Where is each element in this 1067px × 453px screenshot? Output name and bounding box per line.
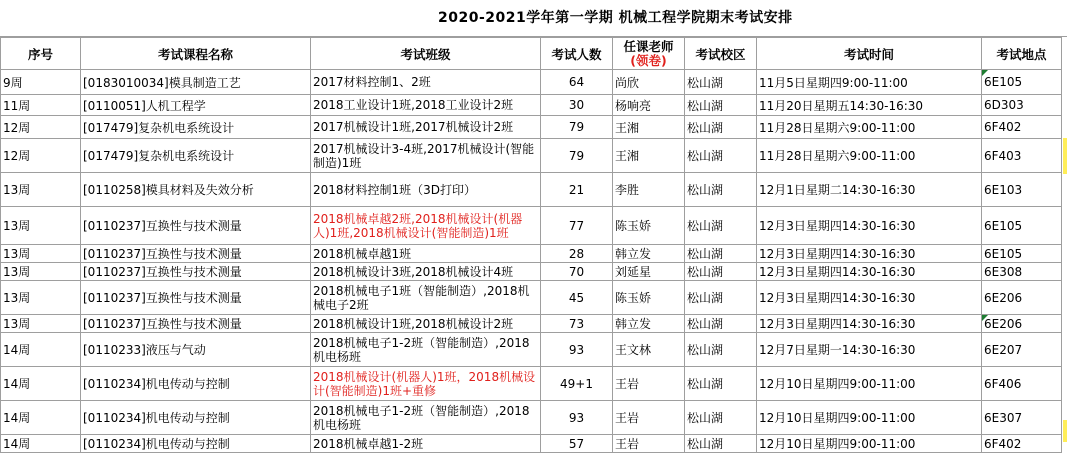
cell-campus[interactable]: 松山湖	[685, 116, 757, 139]
cell-time[interactable]: 11月5日星期四9:00-11:00	[757, 70, 982, 95]
cell-course[interactable]: [0110258]模具材料及失效分析	[81, 173, 311, 207]
cell-week[interactable]: 14周	[1, 333, 81, 367]
table-row	[1, 139, 1062, 173]
cell-course[interactable]: [017479]复杂机电系统设计	[81, 116, 311, 139]
cell-course[interactable]: [0110237]互换性与技术测量	[81, 315, 311, 333]
cell-classes[interactable]: 2018机械设计(机器人)1班，2018机械设计(智能制造)1班+重修	[311, 367, 541, 401]
cell-course[interactable]: [0110234]机电传动与控制	[81, 435, 311, 453]
cell-location[interactable]: 6E105	[982, 245, 1062, 263]
cell-classes[interactable]: 2018机械设计1班,2018机械设计2班	[311, 315, 541, 333]
cell-classes[interactable]: 2018机械电子1-2班（智能制造）,2018机电杨班	[311, 401, 541, 435]
cell-time[interactable]: 12月3日星期四14:30-16:30	[757, 281, 982, 315]
table-row	[1, 207, 1062, 245]
table-row	[1, 70, 1062, 95]
cell-time[interactable]: 12月10日星期四9:00-11:00	[757, 435, 982, 453]
cell-location[interactable]: 6E105	[982, 207, 1062, 245]
cell-time[interactable]: 11月20日星期五14:30-16:30	[757, 95, 982, 116]
yellow-cell-marker	[1063, 420, 1067, 442]
cell-classes[interactable]: 2018机械电子1-2班（智能制造）,2018机电杨班	[311, 333, 541, 367]
cell-location[interactable]: 6F406	[982, 367, 1062, 401]
cell-teacher[interactable]: 王岩	[613, 435, 685, 453]
cell-location[interactable]: 6E206	[982, 315, 1062, 333]
cell-campus[interactable]: 松山湖	[685, 281, 757, 315]
header-week[interactable]: 序号	[1, 38, 81, 70]
cell-count[interactable]: 93	[541, 401, 613, 435]
cell-campus[interactable]: 松山湖	[685, 401, 757, 435]
cell-location[interactable]: 6E207	[982, 333, 1062, 367]
header-classes[interactable]: 考试班级	[311, 38, 541, 70]
cell-count[interactable]: 73	[541, 315, 613, 333]
cell-teacher[interactable]: 陈玉娇	[613, 281, 685, 315]
cell-classes[interactable]: 2018机械卓越2班,2018机械设计(机器人)1班,2018机械设计(智能制造)1班	[311, 207, 541, 245]
cell-count[interactable]: 93	[541, 333, 613, 367]
cell-time[interactable]: 12月3日星期四14:30-16:30	[757, 207, 982, 245]
cell-time[interactable]: 12月10日星期四9:00-11:00	[757, 367, 982, 401]
cell-classes[interactable]: 2018工业设计1班,2018工业设计2班	[311, 95, 541, 116]
yellow-cell-marker	[1063, 138, 1067, 174]
cell-course[interactable]: [0183010034]模具制造工艺	[81, 70, 311, 95]
cell-course[interactable]: [0110237]互换性与技术测量	[81, 245, 311, 263]
cell-classes[interactable]: 2018机械卓越1-2班	[311, 435, 541, 453]
table-row	[1, 281, 1062, 315]
exam-schedule-table	[0, 37, 1062, 453]
cell-classes[interactable]: 2018机械电子1班（智能制造）,2018机械电子2班	[311, 281, 541, 315]
cell-week[interactable]: 9周	[1, 70, 81, 95]
header-teacher-line1: 任课老师	[623, 38, 674, 54]
cell-teacher[interactable]: 尚欣	[613, 70, 685, 95]
cell-week[interactable]: 13周	[1, 173, 81, 207]
cell-campus[interactable]: 松山湖	[685, 367, 757, 401]
cell-campus[interactable]: 松山湖	[685, 139, 757, 173]
cell-location[interactable]: 6F403	[982, 139, 1062, 173]
cell-week[interactable]: 13周	[1, 245, 81, 263]
cell-campus[interactable]: 松山湖	[685, 95, 757, 116]
cell-count[interactable]: 79	[541, 116, 613, 139]
cell-location[interactable]: 6E105	[982, 70, 1062, 95]
table-row	[1, 173, 1062, 207]
cell-time[interactable]: 11月28日星期六9:00-11:00	[757, 116, 982, 139]
header-course[interactable]: 考试课程名称	[81, 38, 311, 70]
cell-campus[interactable]: 松山湖	[685, 245, 757, 263]
cell-week[interactable]: 12周	[1, 116, 81, 139]
table-row	[1, 315, 1062, 333]
header-teacher[interactable]	[613, 38, 685, 70]
cell-classes[interactable]: 2018机械设计3班,2018机械设计4班	[311, 263, 541, 281]
cell-course[interactable]: [0110234]机电传动与控制	[81, 401, 311, 435]
cell-location[interactable]: 6F402	[982, 435, 1062, 453]
cell-week[interactable]: 11周	[1, 95, 81, 116]
cell-count[interactable]: 79	[541, 139, 613, 173]
header-location[interactable]: 考试地点	[982, 38, 1062, 70]
cell-classes[interactable]: 2017材料控制1、2班	[311, 70, 541, 95]
cell-teacher[interactable]: 陈玉娇	[613, 207, 685, 245]
cell-time[interactable]: 11月28日星期六9:00-11:00	[757, 139, 982, 173]
header-campus[interactable]: 考试校区	[685, 38, 757, 70]
cell-course[interactable]: [0110237]互换性与技术测量	[81, 281, 311, 315]
cell-course[interactable]: [017479]复杂机电系统设计	[81, 139, 311, 173]
cell-course[interactable]: [0110237]互换性与技术测量	[81, 207, 311, 245]
cell-teacher[interactable]: 王湘	[613, 139, 685, 173]
cell-teacher[interactable]: 刘延星	[613, 263, 685, 281]
cell-location[interactable]: 6E103	[982, 173, 1062, 207]
cell-teacher[interactable]: 王湘	[613, 116, 685, 139]
table-row	[1, 116, 1062, 139]
cell-course[interactable]: [0110233]液压与气动	[81, 333, 311, 367]
cell-teacher[interactable]: 李胜	[613, 173, 685, 207]
cell-classes[interactable]: 2018机械卓越1班	[311, 245, 541, 263]
cell-course[interactable]: [0110234]机电传动与控制	[81, 367, 311, 401]
cell-time[interactable]: 12月7日星期一14:30-16:30	[757, 333, 982, 367]
cell-teacher[interactable]: 韩立发	[613, 245, 685, 263]
cell-count[interactable]: 45	[541, 281, 613, 315]
cell-teacher[interactable]: 杨响亮	[613, 95, 685, 116]
cell-count[interactable]: 70	[541, 263, 613, 281]
cell-course[interactable]: [0110237]互换性与技术测量	[81, 263, 311, 281]
cell-time[interactable]: 12月3日星期四14:30-16:30	[757, 315, 982, 333]
cell-week[interactable]: 13周	[1, 315, 81, 333]
header-time[interactable]: 考试时间	[757, 38, 982, 70]
cell-classes[interactable]: 2018材料控制1班（3D打印）	[311, 173, 541, 207]
cell-campus[interactable]: 松山湖	[685, 263, 757, 281]
table-body	[1, 70, 1062, 453]
cell-week[interactable]: 14周	[1, 367, 81, 401]
cell-week[interactable]: 14周	[1, 401, 81, 435]
sheet-title-text: 2020-2021学年第一学期 机械工程学院期末考试安排	[438, 10, 793, 26]
cell-teacher[interactable]: 王文林	[613, 333, 685, 367]
cell-week[interactable]: 14周	[1, 435, 81, 453]
cell-time[interactable]: 12月1日星期二14:30-16:30	[757, 173, 982, 207]
cell-count[interactable]: 28	[541, 245, 613, 263]
cell-count[interactable]: 21	[541, 173, 613, 207]
table-row	[1, 95, 1062, 116]
cell-time[interactable]: 12月10日星期四9:00-11:00	[757, 401, 982, 435]
cell-campus[interactable]: 松山湖	[685, 207, 757, 245]
header-row	[1, 38, 1062, 70]
cell-week[interactable]: 12周	[1, 139, 81, 173]
cell-teacher[interactable]: 王岩	[613, 401, 685, 435]
cell-count[interactable]: 30	[541, 95, 613, 116]
cell-time[interactable]: 12月3日星期四14:30-16:30	[757, 263, 982, 281]
table-row	[1, 435, 1062, 453]
table-row	[1, 245, 1062, 263]
cell-course[interactable]: [0110051]人机工程学	[81, 95, 311, 116]
cell-classes[interactable]: 2017机械设计1班,2017机械设计2班	[311, 116, 541, 139]
cell-time[interactable]: 12月3日星期四14:30-16:30	[757, 245, 982, 263]
table-row	[1, 401, 1062, 435]
cell-week[interactable]: 13周	[1, 281, 81, 315]
cell-location[interactable]: 6D303	[982, 95, 1062, 116]
cell-location[interactable]: 6E308	[982, 263, 1062, 281]
sheet-title	[0, 0, 1067, 37]
cell-location[interactable]: 6E206	[982, 281, 1062, 315]
cell-count[interactable]: 64	[541, 70, 613, 95]
cell-location[interactable]: 6E307	[982, 401, 1062, 435]
cell-teacher[interactable]: 王岩	[613, 367, 685, 401]
table-row	[1, 263, 1062, 281]
cell-teacher[interactable]: 韩立发	[613, 315, 685, 333]
cell-campus[interactable]: 松山湖	[685, 173, 757, 207]
cell-week[interactable]: 13周	[1, 263, 81, 281]
cell-campus[interactable]: 松山湖	[685, 315, 757, 333]
header-count[interactable]: 考试人数	[541, 38, 613, 70]
cell-campus[interactable]: 松山湖	[685, 435, 757, 453]
cell-campus[interactable]: 松山湖	[685, 70, 757, 95]
cell-count[interactable]: 57	[541, 435, 613, 453]
table-row	[1, 367, 1062, 401]
header-teacher-line2: (领卷)	[630, 52, 667, 68]
cell-classes[interactable]: 2017机械设计3-4班,2017机械设计(智能制造)1班	[311, 139, 541, 173]
cell-count[interactable]: 49+1	[541, 367, 613, 401]
cell-campus[interactable]: 松山湖	[685, 333, 757, 367]
cell-location[interactable]: 6F402	[982, 116, 1062, 139]
cell-week[interactable]: 13周	[1, 207, 81, 245]
table-row	[1, 333, 1062, 367]
cell-count[interactable]: 77	[541, 207, 613, 245]
